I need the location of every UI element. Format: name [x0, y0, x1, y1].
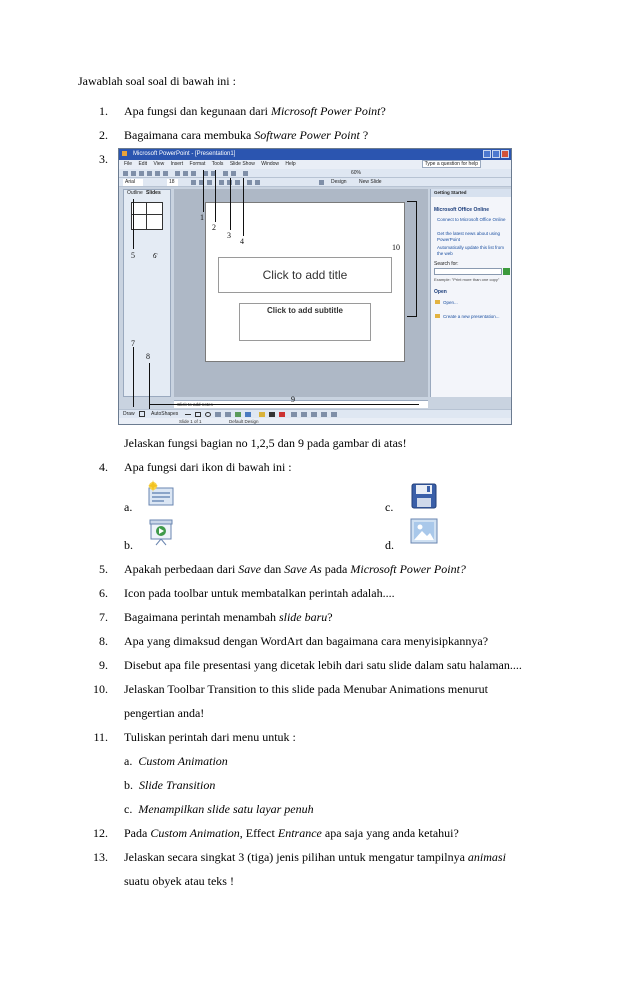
dash-style-icon[interactable]: [301, 412, 307, 417]
new-slide-icon: [146, 480, 176, 508]
shadow-icon[interactable]: [321, 412, 327, 417]
app-icon: [122, 151, 127, 156]
menu-slide-show[interactable]: Slide Show: [229, 161, 255, 167]
menu-insert[interactable]: Insert: [170, 161, 184, 167]
new-slide-button[interactable]: New Slide: [359, 179, 382, 185]
grid-icon[interactable]: [243, 171, 248, 176]
question-7: Bagaimana perintah menambah slide baru?: [124, 610, 333, 624]
annotation-number: 7: [131, 339, 135, 348]
rectangle-icon[interactable]: [195, 412, 201, 417]
copy-icon[interactable]: [183, 171, 188, 176]
line-color-icon[interactable]: [269, 412, 275, 417]
formatting-toolbar: [119, 178, 511, 187]
oval-icon[interactable]: [205, 412, 211, 417]
new-icon[interactable]: [123, 171, 128, 176]
cut-icon[interactable]: [175, 171, 180, 176]
question-number: 5.: [99, 562, 108, 576]
select-pointer-icon[interactable]: [139, 411, 145, 417]
autoshapes-menu[interactable]: AutoShapes: [151, 411, 179, 417]
question-1: Apa fungsi dan kegunaan dari Microsoft Power Point?: [124, 104, 386, 118]
slide-canvas[interactable]: [205, 202, 405, 362]
tab-slides[interactable]: Slides: [146, 190, 161, 196]
zoom-select[interactable]: 60%: [351, 170, 362, 176]
question-6: Icon pada toolbar untuk membatalkan perintah adalah....: [124, 586, 395, 600]
option-label: c.: [385, 500, 394, 514]
question-number: 2.: [99, 128, 108, 142]
menu-view[interactable]: View: [153, 161, 165, 167]
question-number: 9.: [99, 658, 108, 672]
line-style-icon[interactable]: [291, 412, 297, 417]
sub-item-b: b. Slide Transition: [124, 778, 216, 792]
bold-icon[interactable]: [191, 180, 196, 185]
clipart-icon[interactable]: [235, 412, 241, 417]
standard-toolbar: [119, 169, 511, 178]
insert-picture-icon: [409, 517, 439, 545]
task-pane-title: Getting Started: [431, 189, 512, 197]
numbering-icon[interactable]: [247, 180, 252, 185]
question-number: 13.: [93, 850, 108, 864]
open-link[interactable]: Open...: [443, 300, 458, 305]
task-pane-link[interactable]: Connect to Microsoft Office Online: [437, 217, 506, 222]
wordart-icon[interactable]: [225, 412, 231, 417]
menu-edit[interactable]: Edit: [138, 161, 148, 167]
annotation-number: 9: [291, 395, 295, 404]
question-number: 4.: [99, 460, 108, 474]
open-section-title: Open: [434, 289, 447, 295]
align-right-icon[interactable]: [235, 180, 240, 185]
underline-icon[interactable]: [207, 180, 212, 185]
option-label: b.: [124, 538, 133, 552]
table-icon[interactable]: [231, 171, 236, 176]
slides-outline-pane: [123, 189, 171, 397]
save-floppy-icon: [409, 482, 439, 510]
option-label: d.: [385, 538, 394, 552]
menu-bar: [119, 160, 511, 169]
font-size-select[interactable]: 18: [167, 179, 178, 186]
question-number: 12.: [93, 826, 108, 840]
print-icon[interactable]: [147, 171, 152, 176]
fill-color-icon[interactable]: [259, 412, 265, 417]
question-5: Apakah perbedaan dari Save dan Save As pada Microsoft Power Point?: [124, 562, 466, 576]
slide-thumbnail[interactable]: [131, 202, 163, 230]
task-pane-section: Microsoft Office Online: [434, 207, 490, 213]
question-number: 10.: [93, 682, 108, 696]
open-icon[interactable]: [131, 171, 136, 176]
status-design: Default Design: [229, 419, 259, 424]
status-bar: [119, 418, 511, 425]
annotation-number: 1: [200, 213, 204, 222]
arrow-style-icon[interactable]: [311, 412, 317, 417]
sub-item-c: c. Menampilkan slide satu layar penuh: [124, 802, 314, 816]
question-8: Apa yang dimaksud dengan WordArt dan bagaimana cara menyisipkannya?: [124, 634, 489, 648]
spelling-icon[interactable]: [163, 171, 168, 176]
minimize-button[interactable]: [483, 150, 491, 158]
question-number: 7.: [99, 610, 108, 624]
annotation-number: 3: [227, 231, 231, 240]
question-10-line-1: Jelaskan Toolbar Transition to this slide pada Menubar Animations menurut: [124, 682, 488, 696]
annotation-line: [230, 178, 231, 230]
annotation-number: 4: [240, 237, 244, 246]
search-label: Search for:: [434, 261, 459, 267]
annotation-line: [133, 199, 134, 249]
window-title: Microsoft PowerPoint - [Presentation1]: [133, 151, 236, 157]
question-number: 6.: [99, 586, 108, 600]
folder-icon: [435, 314, 440, 318]
chart-icon[interactable]: [223, 171, 228, 176]
question-number: 8.: [99, 634, 108, 648]
folder-icon: [435, 300, 440, 304]
tab-outline[interactable]: Outline: [127, 190, 143, 196]
annotation-number: 6: [151, 250, 159, 261]
annotation-bracket: [407, 201, 417, 317]
question-number: 3.: [99, 152, 108, 166]
question-13-line-1: Jelaskan secara singkat 3 (tiga) jenis pilihan untuk mengatur tampilnya animasi: [124, 850, 506, 864]
task-pane: [430, 189, 512, 397]
option-label: a.: [124, 500, 133, 514]
design-button[interactable]: Design: [331, 179, 347, 185]
title-bar: [119, 149, 511, 160]
annotation-line: [133, 347, 134, 407]
font-color-icon[interactable]: [279, 412, 285, 417]
search-input[interactable]: [434, 268, 502, 275]
close-button[interactable]: [501, 150, 509, 158]
task-pane-link[interactable]: Get the latest news about using PowerPoint: [437, 231, 501, 242]
question-9: Disebut apa file presentasi yang dicetak lebih dari satu slide dalam satu halaman....: [124, 658, 522, 672]
subtitle-placeholder[interactable]: Click to add subtitle: [239, 303, 371, 341]
line-icon[interactable]: [185, 414, 191, 415]
textbox-icon[interactable]: [215, 412, 221, 417]
annotation-number: 10: [392, 243, 400, 252]
menu-window[interactable]: Window: [261, 161, 280, 167]
slide-show-icon: [146, 518, 176, 546]
font-color-icon[interactable]: [319, 180, 324, 185]
question-2: Bagaimana cara membuka Software Power Point ?: [124, 128, 369, 142]
3d-icon[interactable]: [331, 412, 337, 417]
align-left-icon[interactable]: [219, 180, 224, 185]
go-arrow-icon[interactable]: [503, 268, 510, 275]
menu-format[interactable]: Format: [189, 161, 206, 167]
maximize-button[interactable]: [492, 150, 500, 158]
save-icon[interactable]: [139, 171, 144, 176]
preview-icon[interactable]: [155, 171, 160, 176]
powerpoint-screenshot: [118, 148, 512, 425]
question-12: Pada Custom Animation, Effect Entrance apa saja yang anda ketahui?: [124, 826, 459, 840]
font-select[interactable]: Arial: [123, 179, 143, 186]
title-placeholder[interactable]: Click to add title: [218, 257, 392, 293]
menu-tools[interactable]: Tools: [211, 161, 224, 167]
draw-menu[interactable]: Draw: [123, 411, 135, 417]
annotation-line: [243, 178, 244, 236]
question-11: Tuliskan perintah dari menu untuk :: [124, 730, 296, 744]
question-number: 1.: [99, 104, 108, 118]
status-slide-count: Slide 1 of 1: [179, 419, 202, 424]
annotation-line: [215, 170, 216, 222]
annotation-number: 8: [146, 352, 150, 361]
search-example: Example: "Print more than one copy": [434, 277, 500, 282]
annotation-number: 2: [212, 223, 216, 232]
paste-icon[interactable]: [191, 171, 196, 176]
question-number: 11.: [93, 730, 108, 744]
help-search-input[interactable]: Type a question for help: [422, 160, 481, 168]
bullets-icon[interactable]: [255, 180, 260, 185]
annotation-line: [203, 170, 204, 212]
question-3-caption: Jelaskan fungsi bagian no 1,2,5 dan 9 pada gambar di atas!: [124, 436, 407, 450]
annotation-number: 5: [131, 251, 135, 260]
annotation-line: [149, 363, 150, 409]
task-pane-link[interactable]: Automatically update this list from the web: [437, 245, 505, 256]
question-4: Apa fungsi dari ikon di bawah ini :: [124, 460, 292, 474]
picture-icon[interactable]: [245, 412, 251, 417]
menu-file[interactable]: File: [124, 161, 133, 167]
question-10-line-2: pengertian anda!: [124, 706, 205, 720]
instruction-text: Jawablah soal soal di bawah ini :: [78, 74, 236, 88]
sub-item-a: a. Custom Animation: [124, 754, 228, 768]
create-presentation-link[interactable]: Create a new presentation...: [443, 314, 500, 319]
question-13-line-2: suatu obyek atau teks !: [124, 874, 234, 888]
annotation-line: [149, 404, 419, 405]
menu-help[interactable]: Help: [285, 161, 296, 167]
slide-editing-area: [174, 189, 428, 397]
